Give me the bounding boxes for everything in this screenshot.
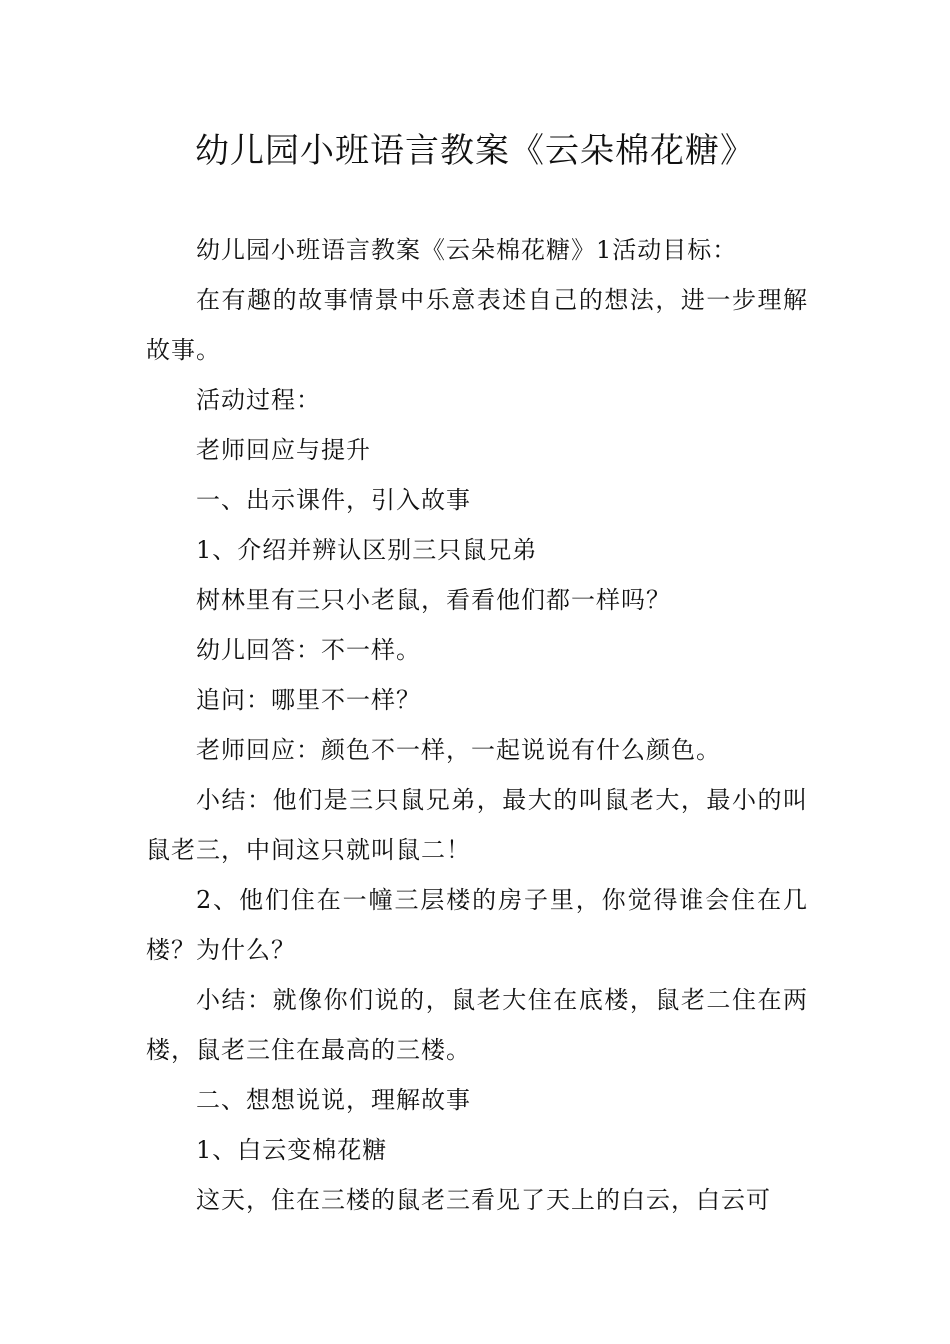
paragraph: 追问：哪里不一样？: [196, 686, 421, 714]
paragraph: 小结：他们是三只鼠兄弟，最大的叫鼠老大，最小的叫鼠老三，中间这只就叫鼠二！: [146, 786, 808, 864]
paragraph: 活动过程：: [196, 386, 321, 414]
paragraph: 幼儿回答：不一样。: [196, 636, 421, 664]
paragraph: 幼儿园小班语言教案《云朵棉花糖》1活动目标：: [196, 236, 738, 264]
paragraph: 1、介绍并辨认区别三只鼠兄弟: [196, 536, 538, 564]
paragraph: 在有趣的故事情景中乐意表述自己的想法，进一步理解故事。: [146, 286, 808, 364]
paragraph: 老师回应：颜色不一样，一起说说有什么颜色。: [196, 736, 721, 764]
paragraph: 2、他们住在一幢三层楼的房子里，你觉得谁会住在几楼？为什么？: [146, 886, 808, 964]
paragraph: 一、出示课件，引入故事: [196, 486, 471, 514]
paragraph: 这天，住在三楼的鼠老三看见了天上的白云，白云可: [196, 1186, 771, 1214]
paragraph: 老师回应与提升: [196, 436, 371, 464]
paragraph: 1、白云变棉花糖: [196, 1136, 388, 1164]
document-body: [146, 225, 808, 1225]
paragraph: 小结：就像你们说的，鼠老大住在底楼，鼠老二住在两楼，鼠老三住在最高的三楼。: [146, 986, 808, 1064]
paragraph: 树林里有三只小老鼠，看看他们都一样吗？: [196, 586, 671, 614]
document-title: 幼儿园小班语言教案《云朵棉花糖》: [195, 131, 755, 171]
paragraph: 二、想想说说，理解故事: [196, 1086, 471, 1114]
